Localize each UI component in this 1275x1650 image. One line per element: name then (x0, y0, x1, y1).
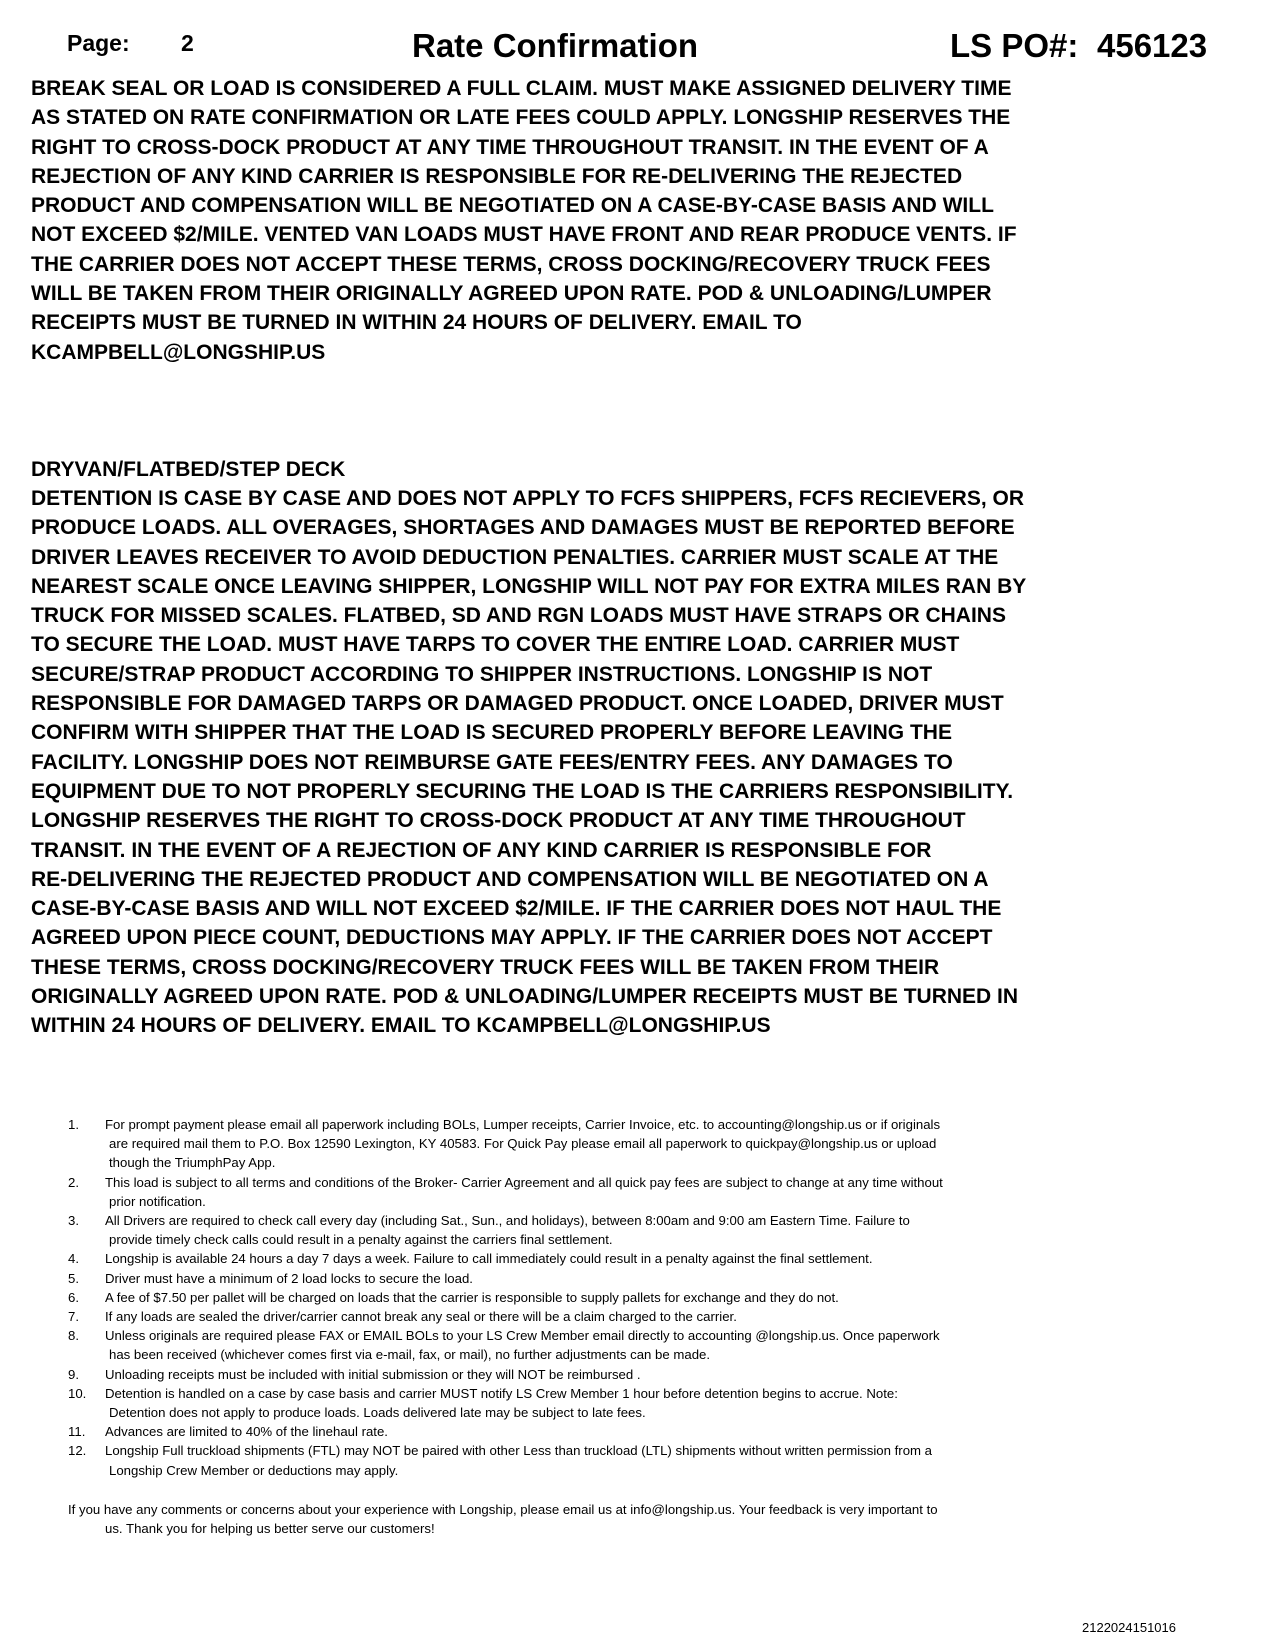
note-item (68, 1307, 1053, 1326)
note-text (105, 1288, 1053, 1307)
note-number: 9. (68, 1366, 79, 1382)
note-line: All Drivers are required to check call every day (including Sat., Sun., and holidays), between 8:00am and 9:00 am Eastern Time. Failure to (105, 1213, 910, 1229)
note-text (105, 1422, 1053, 1441)
document-id: 2122024151016 (1082, 1620, 1176, 1635)
note-continuation-line: Longship Crew Member or deductions may apply. (109, 1462, 399, 1478)
note-number: 8. (68, 1328, 79, 1344)
note-item (68, 1441, 1053, 1479)
note-line: Advances are limited to 40% of the linehaul rate. (105, 1424, 388, 1440)
feedback-line-2: us. Thank you for helping us better serve our customers! (105, 1521, 435, 1537)
note-text (105, 1326, 1053, 1364)
note-text (105, 1384, 1053, 1422)
note-text (105, 1269, 1053, 1288)
note-item (68, 1422, 1053, 1441)
note-line: Driver must have a minimum of 2 load locks to secure the load. (105, 1270, 473, 1286)
page-number: 2 (181, 30, 194, 56)
note-line: Longship is available 24 hours a day 7 days a week. Failure to call immediately could result in a penalty against the final settlement. (105, 1251, 873, 1267)
note-number: 2. (68, 1174, 79, 1190)
note-number: 3. (68, 1213, 79, 1229)
note-text (105, 1307, 1053, 1326)
note-item (68, 1173, 1053, 1211)
note-item (68, 1211, 1053, 1249)
numbered-notes-list (68, 1115, 1053, 1480)
note-text (105, 1249, 1053, 1268)
note-continuation-line: Detention does not apply to produce loads. Loads delivered late may be subject to late fees. (109, 1405, 646, 1421)
note-number: 6. (68, 1289, 79, 1305)
note-item (68, 1288, 1053, 1307)
document-title: Rate Confirmation (412, 27, 699, 64)
note-item (68, 1249, 1053, 1268)
note-number: 11. (68, 1424, 86, 1440)
note-line: Detention is handled on a case by case basis and carrier MUST notify LS Crew Member 1 hour before detention begins to accrue. Note: (105, 1385, 898, 1401)
note-item (68, 1269, 1053, 1288)
note-continuation-line: provide timely check calls could result in a penalty against the carriers final settlement. (109, 1232, 613, 1248)
note-text (105, 1441, 1053, 1479)
note-text (105, 1115, 1053, 1173)
note-line: Unloading receipts must be included with initial submission or they will NOT be reimbursed . (105, 1366, 641, 1382)
note-text (105, 1365, 1053, 1384)
note-line: Longship Full truckload shipments (FTL) may NOT be paired with other Less than truckload (LTL) shipments without written permission from a (105, 1443, 933, 1459)
note-line: For prompt payment please email all paperwork including BOLs, Lumper receipts, Carrier Invoice, etc. to accounting@longship.us or if originals (105, 1117, 941, 1132)
note-number: 12. (68, 1443, 87, 1459)
note-number: 4. (68, 1251, 79, 1267)
note-continuation-line: are required mail them to P.O. Box 12590 Lexington, KY 40583. For Quick Pay please email all paperwork to quickpay@longship.us or upload (109, 1136, 937, 1152)
note-item (68, 1326, 1053, 1364)
note-number: 5. (68, 1270, 79, 1286)
dryvan-section-heading: DRYVAN/FLATBED/STEP DECK (31, 458, 346, 481)
note-line: Unless originals are required please FAX or EMAIL BOLs to your LS Crew Member email directly to accounting @longship.us. Once paperwork (105, 1328, 940, 1344)
po-label: LS PO#: (950, 27, 1079, 64)
note-number: 10. (68, 1385, 87, 1401)
feedback-note (68, 1500, 1063, 1538)
produce-terms-paragraph: BREAK SEAL OR LOAD IS CONSIDERED A FULL CLAIM. MUST MAKE ASSIGNED DELIVERY TIME AS STATED ON RATE CONFIRMATION OR LATE FEES COULD APPLY. LONGSHIP RESERVES THE RIGHT TO CROSS-DOCK PRODUCT AT ANY TIME THROUGHOUT TRANSIT. IN THE EVENT OF A REJECTION OF ANY KIND CARRIER IS RESPONSIBLE FOR RE-DELIVERING THE REJECTED PRODUCT AND COMPENSATION WILL BE NEGOTIATED ON A CASE-BY-CASE BASIS AND WILL NOT EXCEED $2/MILE. VENTED VAN LOADS MUST HAVE FRONT AND REAR PRODUCE VENTS. IF THE CARRIER DOES NOT ACCEPT THESE TERMS, CROSS DOCKING/RECOVERY TRUCK FEES WILL BE TAKEN FROM THEIR ORIGINALLY AGREED UPON RATE. POD & UNLOADING/LUMPER RECEIPTS MUST BE TURNED IN WITHIN 24 HOURS OF DELIVERY. EMAIL TO KCAMPBELL@LONGSHIP.US (31, 77, 1017, 364)
note-line: This load is subject to all terms and conditions of the Broker- Carrier Agreement and all quick pay fees are subject to change at any time without (105, 1174, 943, 1190)
note-continuation-line: though the TriumphPay App. (109, 1155, 276, 1171)
note-continuation-line: has been received (whichever comes first via e-mail, fax, or mail), no further adjustments can be made. (109, 1347, 711, 1363)
note-number: 7. (68, 1309, 79, 1325)
note-line: If any loads are sealed the driver/carrier cannot break any seal or there will be a claim charged to the carrier. (105, 1309, 737, 1325)
note-item (68, 1384, 1053, 1422)
note-number: 1. (68, 1117, 79, 1132)
note-text (105, 1211, 1053, 1249)
page-label: Page: (67, 30, 130, 56)
note-item (68, 1365, 1053, 1384)
note-text (105, 1173, 1053, 1211)
feedback-line-1: If you have any comments or concerns about your experience with Longship, please email us at info@longship.us. Your feedback is very important to (68, 1502, 938, 1517)
note-item (68, 1115, 1053, 1173)
note-line: A fee of $7.50 per pallet will be charged on loads that the carrier is responsible to supply pallets for exchange and they do not. (105, 1289, 839, 1305)
note-continuation-line: prior notification. (109, 1193, 206, 1209)
dryvan-terms-paragraph: DETENTION IS CASE BY CASE AND DOES NOT APPLY TO FCFS SHIPPERS, FCFS RECIEVERS, OR PRODUCE LOADS. ALL OVERAGES, SHORTAGES AND DAMAGES MUST BE REPORTED BEFORE DRIVER LEAVES RECEIVER TO AVOID DEDUCTION PENALTIES. CARRIER MUST SCALE AT THE NEAREST SCALE ONCE LEAVING SHIPPER, LONGSHIP WILL NOT PAY FOR EXTRA MILES RAN BY TRUCK FOR MISSED SCALES. FLATBED, SD AND RGN LOADS MUST HAVE STRAPS OR CHAINS TO SECURE THE LOAD. MUST HAVE TARPS TO COVER THE ENTIRE LOAD. CARRIER MUST SECURE/STRAP PRODUCT ACCORDING TO SHIPPER INSTRUCTIONS. LONGSHIP IS NOT RESPONSIBLE FOR DAMAGED TARPS OR DAMAGED PRODUCT. ONCE LOADED, DRIVER MUST CONFIRM WITH SHIPPER THAT THE LOAD IS SECURED PROPERLY BEFORE LEAVING THE FACILITY. LONGSHIP DOES NOT REIMBURSE GATE FEES/ENTRY FEES. ANY DAMAGES TO EQUIPMENT DUE TO NOT PROPERLY SECURING THE LOAD IS THE CARRIERS RESPONSIBILITY. LONGSHIP RESERVES THE RIGHT TO CROSS-DOCK PRODUCT AT ANY TIME THROUGHOUT TRANSIT. IN THE EVENT OF A REJECTION OF ANY KIND CARRIER IS RESPONSIBLE FOR RE-DELIVERING THE REJECTED PRODUCT AND COMPENSATION WILL BE NEGOTIATED ON A CASE-BY-CASE BASIS AND WILL NOT EXCEED $2/MILE. IF THE CARRIER DOES NOT HAUL THE AGREED UPON PIECE COUNT, DEDUCTIONS MAY APPLY. IF THE CARRIER DOES NOT ACCEPT THESE TERMS, CROSS DOCKING/RECOVERY TRUCK FEES WILL BE TAKEN FROM THEIR ORIGINALLY AGREED UPON RATE. POD & UNLOADING/LUMPER RECEIPTS MUST BE TURNED IN WITHIN 24 HOURS OF DELIVERY. EMAIL TO KCAMPBELL@LONGSHIP.US (31, 487, 1027, 1038)
po-number: 456123 (1097, 27, 1208, 64)
